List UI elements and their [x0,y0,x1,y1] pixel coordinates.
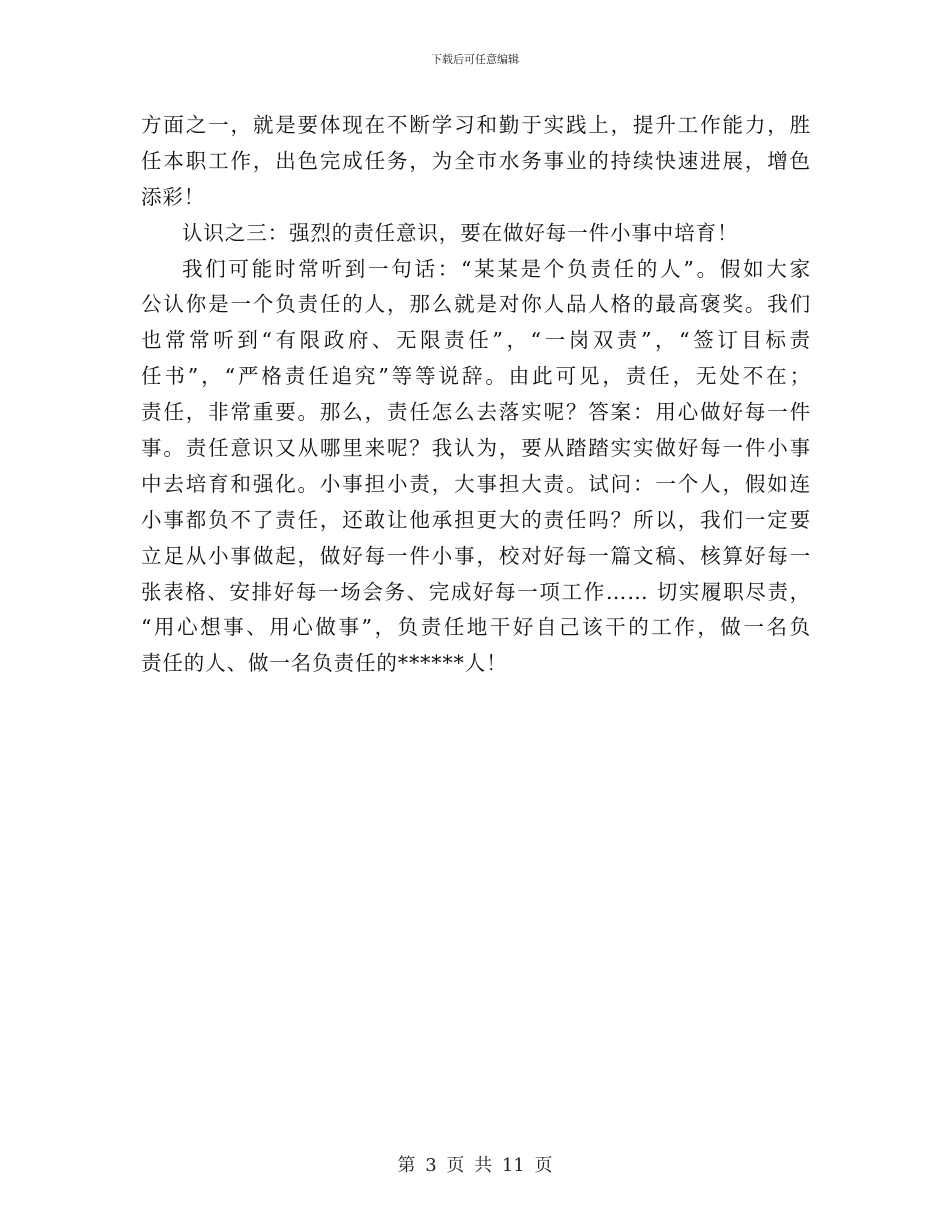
body-line-13: 立足从小事做起，做好每一件小事，校对好每一篇文稿、核算好每一 [141,543,811,568]
section-heading: 认识之三：强烈的责任意识，要在做好每一件小事中培育！ [182,220,739,245]
body-line-12: 小事都负不了责任，还敢让他承担更大的责任吗？所以，我们一定要 [141,507,811,532]
body-line-5: 我们可能时常听到一句话：“某某是个负责任的人”。假如大家 [182,256,811,281]
body-line-1: 方面之一，就是要体现在不断学习和勤于实践上，提升工作能力，胜 [141,113,811,137]
body-line-2: 任本职工作，出色完成任务，为全市水务事业的持续快速进展，增色 [141,148,811,173]
body-line-8: 任书”，“严格责任追究”等等说辞。由此可见，责任，无处不在； [141,364,811,389]
body-line-10: 事。责任意识又从哪里来呢？我认为，要从踏踏实实做好每一件小事 [141,436,811,461]
body-line-6: 公认你是一个负责任的人，那么就是对你人品人格的最高褒奖。我们 [141,292,811,317]
body-line-9: 责任，非常重要。那么，责任怎么去落实呢？答案：用心做好每一件 [141,400,811,425]
body-line-11: 中去培育和强化。小事担小责，大事担大责。试问：一个人，假如连 [141,471,811,496]
body-line-14: 张表格、安排好每一场会务、完成好每一项工作…… 切实履职尽责， [141,579,811,604]
body-line-16: 责任的人、做一名负责任的******人！ [141,651,508,676]
body-line-15: “用心想事、用心做事”，负责任地干好自己该干的工作，做一名负 [141,615,811,640]
page-header: 下载后可任意编辑 [431,53,519,66]
body-line-3: 添彩！ [141,184,206,209]
page-number: 第 3 页 共 11 页 [397,1155,553,1176]
body-line-7: 也常常听到“有限政府、无限责任”，“一岗双责”，“签订目标责 [141,328,811,353]
document-body [141,112,811,686]
